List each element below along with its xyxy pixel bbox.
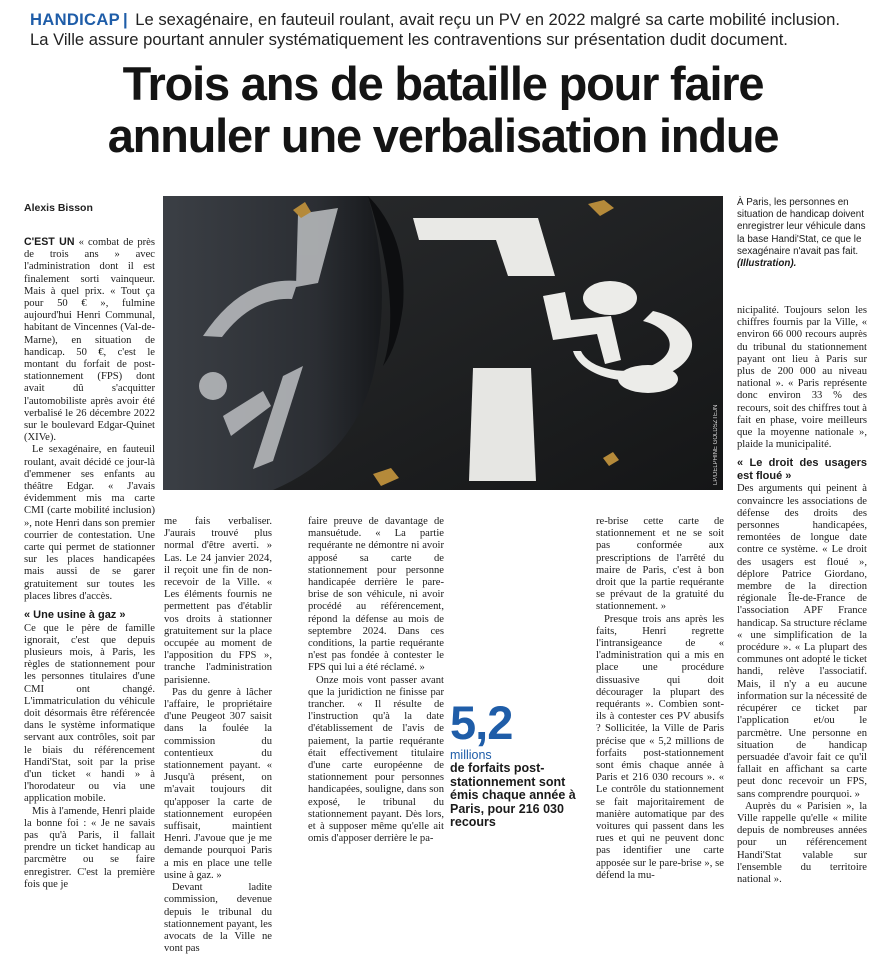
headline [18, 58, 868, 162]
paragraph: faire preuve de davantage de mansuétude. « La partie requérante ne démontre ni avoir apposé sa carte de stationnement pour personne handicapée derrière le pare-brise de son véhicule, ni avoir procédé au référencement, répond la défense au mois de septembre 2024. Dans ces conditions, la partie requérante n'est pas fondée à contester le FPS qui lui a été réclamé. » [308, 516, 444, 674]
photo-credit: LP/DELPHINE GOLDSZTEJN [713, 404, 719, 485]
paragraph: Devant ladite commission, devenue depuis le tribunal du stationnement payant, les avocats de la Ville ne vont pas [164, 882, 272, 955]
stat-unit: millions [450, 748, 492, 762]
kicker-separator: | [122, 10, 128, 29]
article-column-3 [308, 516, 444, 845]
subheading: « Une usine à gaz » [24, 609, 126, 622]
paragraph: Ce que le père de famille ignorait, c'est que depuis plusieurs mois, à Paris, les règles de stationnement pour les personnes titulaires d'une CMI ont changé. L'immatriculation du véhicule doit désormais être référencée dans le système informatique servant aux contrôles, soit par le biais du référencement Handi'Stat, soit par la prise d'un ticket « handi » à l'horodateur ou via une application mobile. [24, 622, 155, 805]
article-kicker [30, 10, 870, 50]
kicker-line-1: Le sexagénaire, en fauteuil roulant, avait reçu un PV en 2022 malgré sa carte mobilité inclusion. [135, 10, 840, 29]
article-photo [163, 196, 723, 490]
lead-in: C'EST UN [24, 236, 75, 248]
article-column-4 [596, 516, 724, 882]
paragraph: re-brise cette carte de stationnement et ne se soit pas conformée aux prescriptions de l'arrêté du maire de Paris, c'est à bon droit que la partie requérante se prévaut de la gratuité du stationnement. » [596, 516, 724, 613]
paragraph [24, 236, 155, 444]
stat-text: de forfaits post-stationnement sont émis chaque année à Paris, pour 216 030 recours [450, 761, 576, 829]
caption-text: À Paris, les personnes en situation de handicap doivent enregistrer leur véhicule dans la base Handi'Stat, ce que le sexagénaire n'avait pas fait. [737, 197, 866, 257]
paragraph: Presque trois ans après les faits, Henri regrette l'intransigeance de « l'administration qui a mis en place une procédure dissuasive qui doit décourager la plupart des requérants ». Combien sont-ils à contester ces PV abusifs ? Sollicitée, la Ville de Paris précise que « 5,2 millions de forfaits post-stationnement sont émis chaque année à Paris et 216 030 recours ». « Le contrôle du stationnement se fait majoritairement de manière automatique par des voitures qui passent dans les rues et qui ne peuvent donc pas identifier une carte apposée sur le pare-brise », se défend la mu- [596, 613, 724, 881]
parking-photo-illustration [163, 196, 723, 490]
paragraph-text: « combat de près de trois ans » avec l'administration dont il est finalement sorti vainqueur. Mais à quel prix. « Tout ça pour 50 € », fulmine aujourd'hui Henri Communal, habitant de Vincennes (Val-de-Marne), en situation de handicap. 50 €, c'est le montant du forfait de post-stationnement (FPS) dont avait dû s'acquitter l'automobiliste après avoir été verbalisé le 26 décembre 2022 sur le boulevard Edgar-Quinet (XIVe). [24, 237, 155, 444]
article-column-1 [24, 236, 155, 891]
article-column-5 [737, 305, 867, 886]
subheading: « Le droit des usagers est floué » [737, 457, 867, 482]
byline: Alexis Bisson [24, 202, 93, 214]
caption-note: (Illustration). [737, 258, 797, 270]
paragraph: nicipalité. Toujours selon les chiffres fournis par la Ville, « environ 66 000 recours auprès du tribunal du stationnement payant ont lieu à Paris sur plus de 200 000 au niveau national ». « Paris représente donc environ 33 % des recours, soit des chiffres tout à fait en phase, voire meilleurs que la moyenne nationale », plaide la municipalité. [737, 305, 867, 451]
paragraph: Le sexagénaire, en fauteuil roulant, avait décidé ce jour-là d'emmener ses enfants au théâtre Edgar. « J'avais évidemment mis ma carte CMI (carte mobilité inclusion) », note Henri dans son premier courrier de contestation. Une carte qui permet de stationner sur les places handicapées mais aussi de se garer gratuitement sur toutes les places libres d'accès. [24, 444, 155, 602]
paragraph: Auprès du « Parisien », la Ville rappelle qu'elle « milite depuis de nombreuses années pour un référencement Handi'Stat valable sur l'ensemble du territoire national ». [737, 800, 867, 885]
parking-line-marking [469, 368, 536, 481]
paragraph: Mis à l'amende, Henri plaide la bonne foi : « Je ne savais pas qu'à Paris, il fallait prendre un ticket handicap au parcmètre ou se faire enregistrer. C'est la première fois que je [24, 805, 155, 890]
kicker-line-2: La Ville assure pourtant annuler systématiquement les contraventions sur présentation dudit document. [30, 30, 788, 49]
article-column-2 [164, 516, 272, 955]
paragraph: Des arguments qui peinent à convaincre les associations de défense des droits des personnes handicapées, remontées de longue date contre ce système. « Le droit des usagers est floué », déplore Patrice Giordano, membre de la direction régionale Île-de-France de l'association APF France handicap. Sa structure réclame « une simplification de la procédure ». « La plupart des communes ont adopté le ticket handi, relève l'associatif. Mais, il n'y a eu aucune information sur la nécessité de récupérer ce ticket par l'application et/ou le parcmètre. Une personne en situation de handicap persuadée d'avoir fait ce qu'il fallait en affichant sa carte peut donc recevoir un FPS, sans comprendre pourquoi. » [737, 483, 868, 800]
paragraph: Pas du genre à lâcher l'affaire, le propriétaire d'une Peugeot 307 saisit dans la foulée la commission du contentieux du stationnement payant. « Jusqu'à présent, on m'avait toujours dit qu'apposer la carte de stationnement européen suffisait, maintient Henri. J'avoue que je me demande pourquoi Paris a mis en place une telle usine à gaz. » [164, 686, 272, 881]
stat-number: 5,2 [450, 696, 513, 749]
photo-caption [737, 197, 867, 270]
section-tag: HANDICAP [30, 10, 120, 29]
stat-box [450, 696, 592, 830]
headline-line-1: Trois ans de bataille pour faire [122, 57, 764, 110]
headline-line-2: annuler une verbalisation indue [107, 109, 779, 162]
paragraph: me fais verbaliser. J'aurais trouvé plus normal d'être averti. » Las. Le 24 janvier 2024, il reçoit une fin de non-recevoir de la Ville. « Les éléments fournis ne permettent pas d'établir vos droits à stationner gratuitement sur la place occupée au moment de l'apposition du FPS », tranche l'administration parisienne. [164, 516, 272, 686]
paragraph: Onze mois vont passer avant que la juridiction ne finisse par trancher. « Il résulte de l'instruction qu'à la date d'établissement de l'avis de paiement, la partie requérante était effectivement titulaire d'une carte européenne de stationnement pour personnes handicapées, souligne, dans son exposé, le tribunal du stationnement payant. Dès lors, et à supposer même qu'elle ait omis d'apposer derrière le pa- [308, 674, 444, 845]
